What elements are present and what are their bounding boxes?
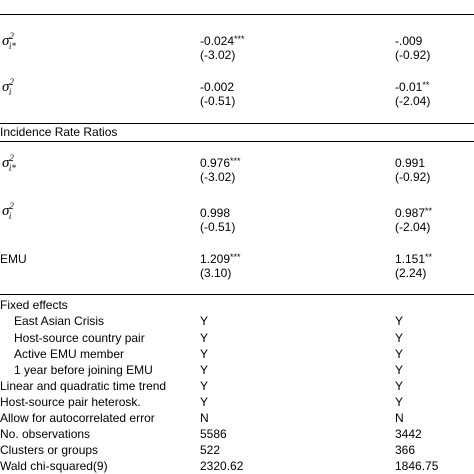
row-label: Host-source pair heterosk. [0,395,141,409]
cell: N [395,411,404,425]
irr-section-header: Incidence Rate Ratios [0,125,118,139]
section-rule [0,294,474,295]
cell: Y [200,314,209,328]
row-label: Active EMU member [14,347,125,361]
fixed-effects-header: Fixed effects [0,298,68,312]
emu-label: EMU [0,252,27,266]
cell: Y [200,347,209,361]
cell: 1846.75 [395,459,439,473]
sigma-i-star-symbol: $\sigma^2_{i*}$ [2,31,16,51]
row-label: 1 year before joining EMU [14,363,153,377]
coef-value: -0.01** [395,80,430,94]
coef-tstat: (-0.51) [200,94,236,108]
sigma-i-star-symbol: $\sigma^2_{i*}$ [2,153,16,173]
coef-value: -0.002 [200,80,235,94]
section-rule [0,141,474,142]
irr-value: 0.987** [395,206,433,220]
row-label: Linear and quadratic time trend [0,379,167,393]
cell: Y [395,331,404,345]
irr-tstat: (2.24) [395,266,427,280]
cell: Y [200,395,209,409]
irr-tstat: (-0.51) [200,220,236,234]
cell: Y [395,347,404,361]
cell: 522 [200,443,221,457]
row-label: Allow for autocorrelated error [0,411,155,425]
row-label: Clusters or groups [0,443,99,457]
cell: 2320.62 [200,459,244,473]
coef-value: -0.024*** [200,34,245,48]
row-label: No. observations [0,427,91,441]
row-label: Wald chi-squared(9) [0,459,108,473]
cell: 3442 [395,427,422,441]
cell: Y [395,363,404,377]
coef-tstat: (-2.04) [395,94,431,108]
irr-value: 1.151** [395,252,433,266]
row-label: East Asian Crisis [14,314,105,328]
irr-tstat: (-2.04) [395,220,431,234]
cell: 366 [395,443,416,457]
cell: Y [200,379,209,393]
cell: Y [395,314,404,328]
irr-value: 0.998 [200,206,231,220]
cell: Y [395,379,404,393]
cell: 5586 [200,427,227,441]
section-rule [0,123,474,124]
sigma-i-symbol: $\sigma^2_i$ [2,77,14,97]
cell: Y [200,363,209,377]
irr-value: 0.991 [395,156,426,170]
irr-tstat: (-3.02) [200,170,236,184]
cell: Y [200,331,209,345]
irr-tstat: (3.10) [200,266,232,280]
cell: N [200,411,209,425]
coef-tstat: (-3.02) [200,48,236,62]
irr-value: 0.976*** [200,156,241,170]
coef-value: -.009 [395,34,423,48]
cell: Y [395,395,404,409]
sigma-i-symbol: $\sigma^2_i$ [2,201,14,221]
irr-value: 1.209*** [200,252,241,266]
irr-tstat: (-0.92) [395,170,431,184]
row-label: Host-source country pair [14,331,145,345]
top-rule [0,14,474,15]
coef-tstat: (-0.92) [395,48,431,62]
